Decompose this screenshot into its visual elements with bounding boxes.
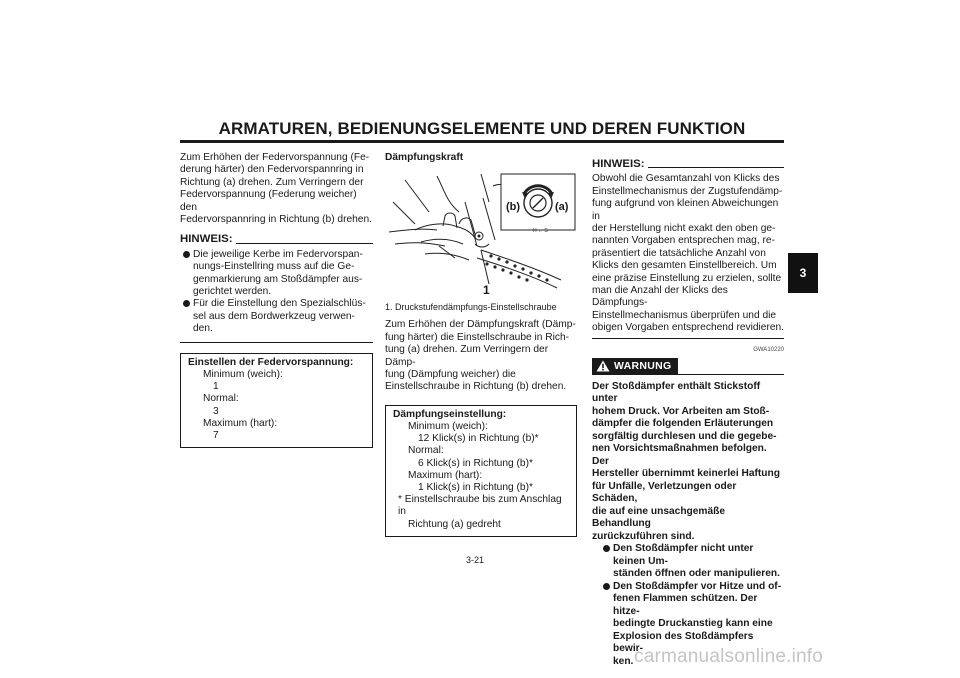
section-title: Dämpfungskraft bbox=[385, 152, 464, 163]
spec-footnote: * Einstellschraube bis zum Anschlag in bbox=[398, 494, 562, 518]
note-line: Obwohl die Gesamtanzahl von Klicks des bbox=[592, 173, 780, 185]
warning-bullet bbox=[600, 543, 784, 581]
spec-footnote: Richtung (a) gedreht bbox=[408, 518, 501, 530]
figure-label-a: (a) bbox=[555, 201, 569, 214]
warning-label: WARNUNG bbox=[614, 360, 672, 373]
damping-spec-box bbox=[385, 405, 577, 537]
chapter-tab: 3 bbox=[788, 253, 818, 293]
spec-label: Maximum (hart): bbox=[408, 469, 483, 481]
spec-value: 6 Klick(s) in Richtung (b)* bbox=[418, 457, 533, 469]
warning-badge bbox=[592, 358, 678, 374]
note-label: HINWEIS: bbox=[592, 158, 645, 170]
spec-value: 1 Klick(s) in Richtung (b)* bbox=[418, 482, 533, 494]
warning-code: GWA10220 bbox=[753, 346, 784, 353]
warning-line: die auf eine unsachgemäße Behandlung bbox=[592, 505, 726, 529]
spec-label: Minimum (weich): bbox=[203, 368, 283, 380]
bullet-line: den. bbox=[193, 323, 213, 335]
figure-caption: 1. Druckstufendämpfungs-Einstellschraube bbox=[385, 302, 557, 313]
page-number: 3-21 bbox=[466, 555, 485, 565]
warning-triangle-icon bbox=[596, 360, 610, 372]
figure-label-b: (b) bbox=[506, 201, 521, 214]
spec-label: Normal: bbox=[408, 445, 444, 457]
bullet-dot-icon bbox=[183, 251, 190, 258]
warning-line: hohem Druck. Vor Arbeiten am Stoß- bbox=[592, 405, 770, 417]
spec-label: Minimum (weich): bbox=[408, 421, 488, 433]
spec-value: 3 bbox=[213, 405, 219, 417]
intro-line: Federvorspannring in Richtung (b) drehen. bbox=[180, 214, 372, 226]
warning-text bbox=[592, 381, 784, 669]
warning-bullet-line: Explosion des Stoßdämpfers bewir- bbox=[613, 630, 754, 654]
spec-box-title: Dämpfungseinstellung: bbox=[393, 408, 507, 420]
body-line: tung (a) drehen. Zum Verringern der Dämp- bbox=[385, 344, 549, 368]
spec-value: 1 bbox=[213, 381, 219, 393]
warning-bullet-line: fenen Flammen schützen. Der hitze- bbox=[613, 593, 758, 617]
bullet-dot-icon bbox=[603, 545, 610, 552]
note-line: Einstellmechanismus überprüfen und die bbox=[592, 309, 777, 321]
note-line: Klicks den gesamten Einstellbereich. Um bbox=[592, 260, 777, 272]
page-title: ARMATUREN, BEDIENUNGSELEMENTE UND DEREN FUNKTION bbox=[218, 119, 746, 138]
watermark: carmanualsonline.info bbox=[634, 646, 824, 667]
warning-bullet-line: ständen öffnen oder manipulieren. bbox=[613, 568, 780, 579]
note-heading bbox=[592, 158, 784, 170]
bullet-line: nungs-Einstellring muss auf die Ge- bbox=[193, 261, 355, 273]
intro-line: Zum Erhöhen der Federvorspannung (Fe- bbox=[180, 152, 370, 163]
adjuster-drawing bbox=[385, 172, 577, 298]
spec-label: Normal: bbox=[203, 393, 239, 405]
warning-line: nen Vorsichtsmaßnahmen befolgen. Der bbox=[592, 443, 767, 467]
figure-scale-text: H ← S bbox=[533, 228, 548, 235]
intro-line: Federvorspannung (Federung weicher) den bbox=[180, 189, 357, 213]
warning-line: sorgfältig durchlesen und die gegebe- bbox=[592, 430, 777, 442]
warning-heading bbox=[592, 358, 784, 374]
note-bullet bbox=[180, 249, 373, 299]
spec-box-title: Einstellen der Federvorspannung: bbox=[188, 356, 354, 368]
note-heading-rule bbox=[648, 167, 784, 168]
note-line: präsentiert die tatsächliche Anzahl von bbox=[592, 247, 766, 259]
note-line: der Herstellung nicht exakt den oben ge- bbox=[592, 223, 776, 235]
note-end-rule bbox=[592, 338, 784, 339]
spring-preload-spec-box bbox=[180, 353, 373, 448]
bullet-line: gerichtet werden. bbox=[193, 286, 272, 298]
warning-bullet-line: bedingte Druckanstieg kann eine bbox=[613, 618, 773, 629]
warning-line: dämpfer die folgenden Erläuterungen bbox=[592, 418, 774, 429]
warning-line: zurückzuführen sind. bbox=[592, 530, 695, 542]
warning-bullet-line: ken. bbox=[613, 655, 634, 667]
damping-adjuster-illustration bbox=[385, 172, 577, 298]
column-middle bbox=[385, 152, 577, 537]
spec-label: Maximum (hart): bbox=[203, 417, 278, 429]
warning-bullet-line: Den Stoßdämpfer vor Hitze und of- bbox=[613, 580, 782, 592]
note-line: nannten Vorgaben entsprechen mag, re- bbox=[592, 235, 775, 247]
note-line: eine präzise Einstellung zu erzielen, sollte bbox=[592, 272, 782, 284]
bullet-line: Für die Einstellung den Spezialschlüs- bbox=[193, 298, 366, 310]
bullet-line: Die jeweilige Kerbe im Federvorspan- bbox=[193, 248, 363, 260]
intro-line: derung härter) den Federvorspannring in bbox=[180, 164, 364, 176]
note-bullet bbox=[180, 298, 373, 335]
body-line: fung härter) die Einstellschraube in Rich- bbox=[385, 331, 570, 343]
spec-value: 12 Klick(s) in Richtung (b)* bbox=[418, 433, 539, 445]
note-label: HINWEIS: bbox=[180, 233, 233, 246]
warning-line: Hersteller übernimmt keinerlei Haftung bbox=[592, 468, 780, 479]
column-left bbox=[180, 152, 373, 448]
body-line: fung (Dämpfung weicher) die bbox=[385, 369, 516, 381]
note-line: obigen Vorgaben entsprechend revidieren. bbox=[592, 322, 785, 334]
bullet-dot-icon bbox=[183, 300, 190, 307]
warning-bullet-line: Den Stoßdämpfer nicht unter keinen Um- bbox=[613, 543, 754, 567]
note-heading bbox=[180, 233, 373, 245]
note-line: Einstellmechanismus der Zugstufendämp- bbox=[592, 185, 783, 197]
note-heading-rule bbox=[236, 243, 373, 244]
bullet-line: genmarkierung am Stoßdämpfer aus- bbox=[193, 273, 363, 285]
spec-value: 7 bbox=[213, 429, 219, 441]
title-rule bbox=[180, 140, 784, 143]
column-right bbox=[592, 152, 784, 668]
warning-line: Der Stoßdämpfer enthält Stickstoff unter bbox=[592, 380, 761, 404]
warning-heading-rule bbox=[678, 374, 784, 375]
body-line: Einstellschraube in Richtung (b) drehen. bbox=[385, 381, 567, 393]
note-line: fung aufgrund von kleinen Abweichungen in bbox=[592, 198, 779, 222]
note-line: man die Anzahl der Klicks des Dämpfungs- bbox=[592, 285, 728, 309]
figure-callout-number: 1 bbox=[483, 283, 490, 298]
bullet-dot-icon bbox=[603, 583, 610, 590]
note-end-rule bbox=[180, 342, 373, 343]
intro-line: Richtung (a) drehen. Zum Verringern der bbox=[180, 176, 364, 188]
bullet-line: sel aus dem Bordwerkzeug verwen- bbox=[193, 310, 355, 322]
body-line: Zum Erhöhen der Dämpfungskraft (Dämp- bbox=[385, 319, 576, 331]
warning-line: für Unfälle, Verletzungen oder Schäden, bbox=[592, 480, 737, 504]
